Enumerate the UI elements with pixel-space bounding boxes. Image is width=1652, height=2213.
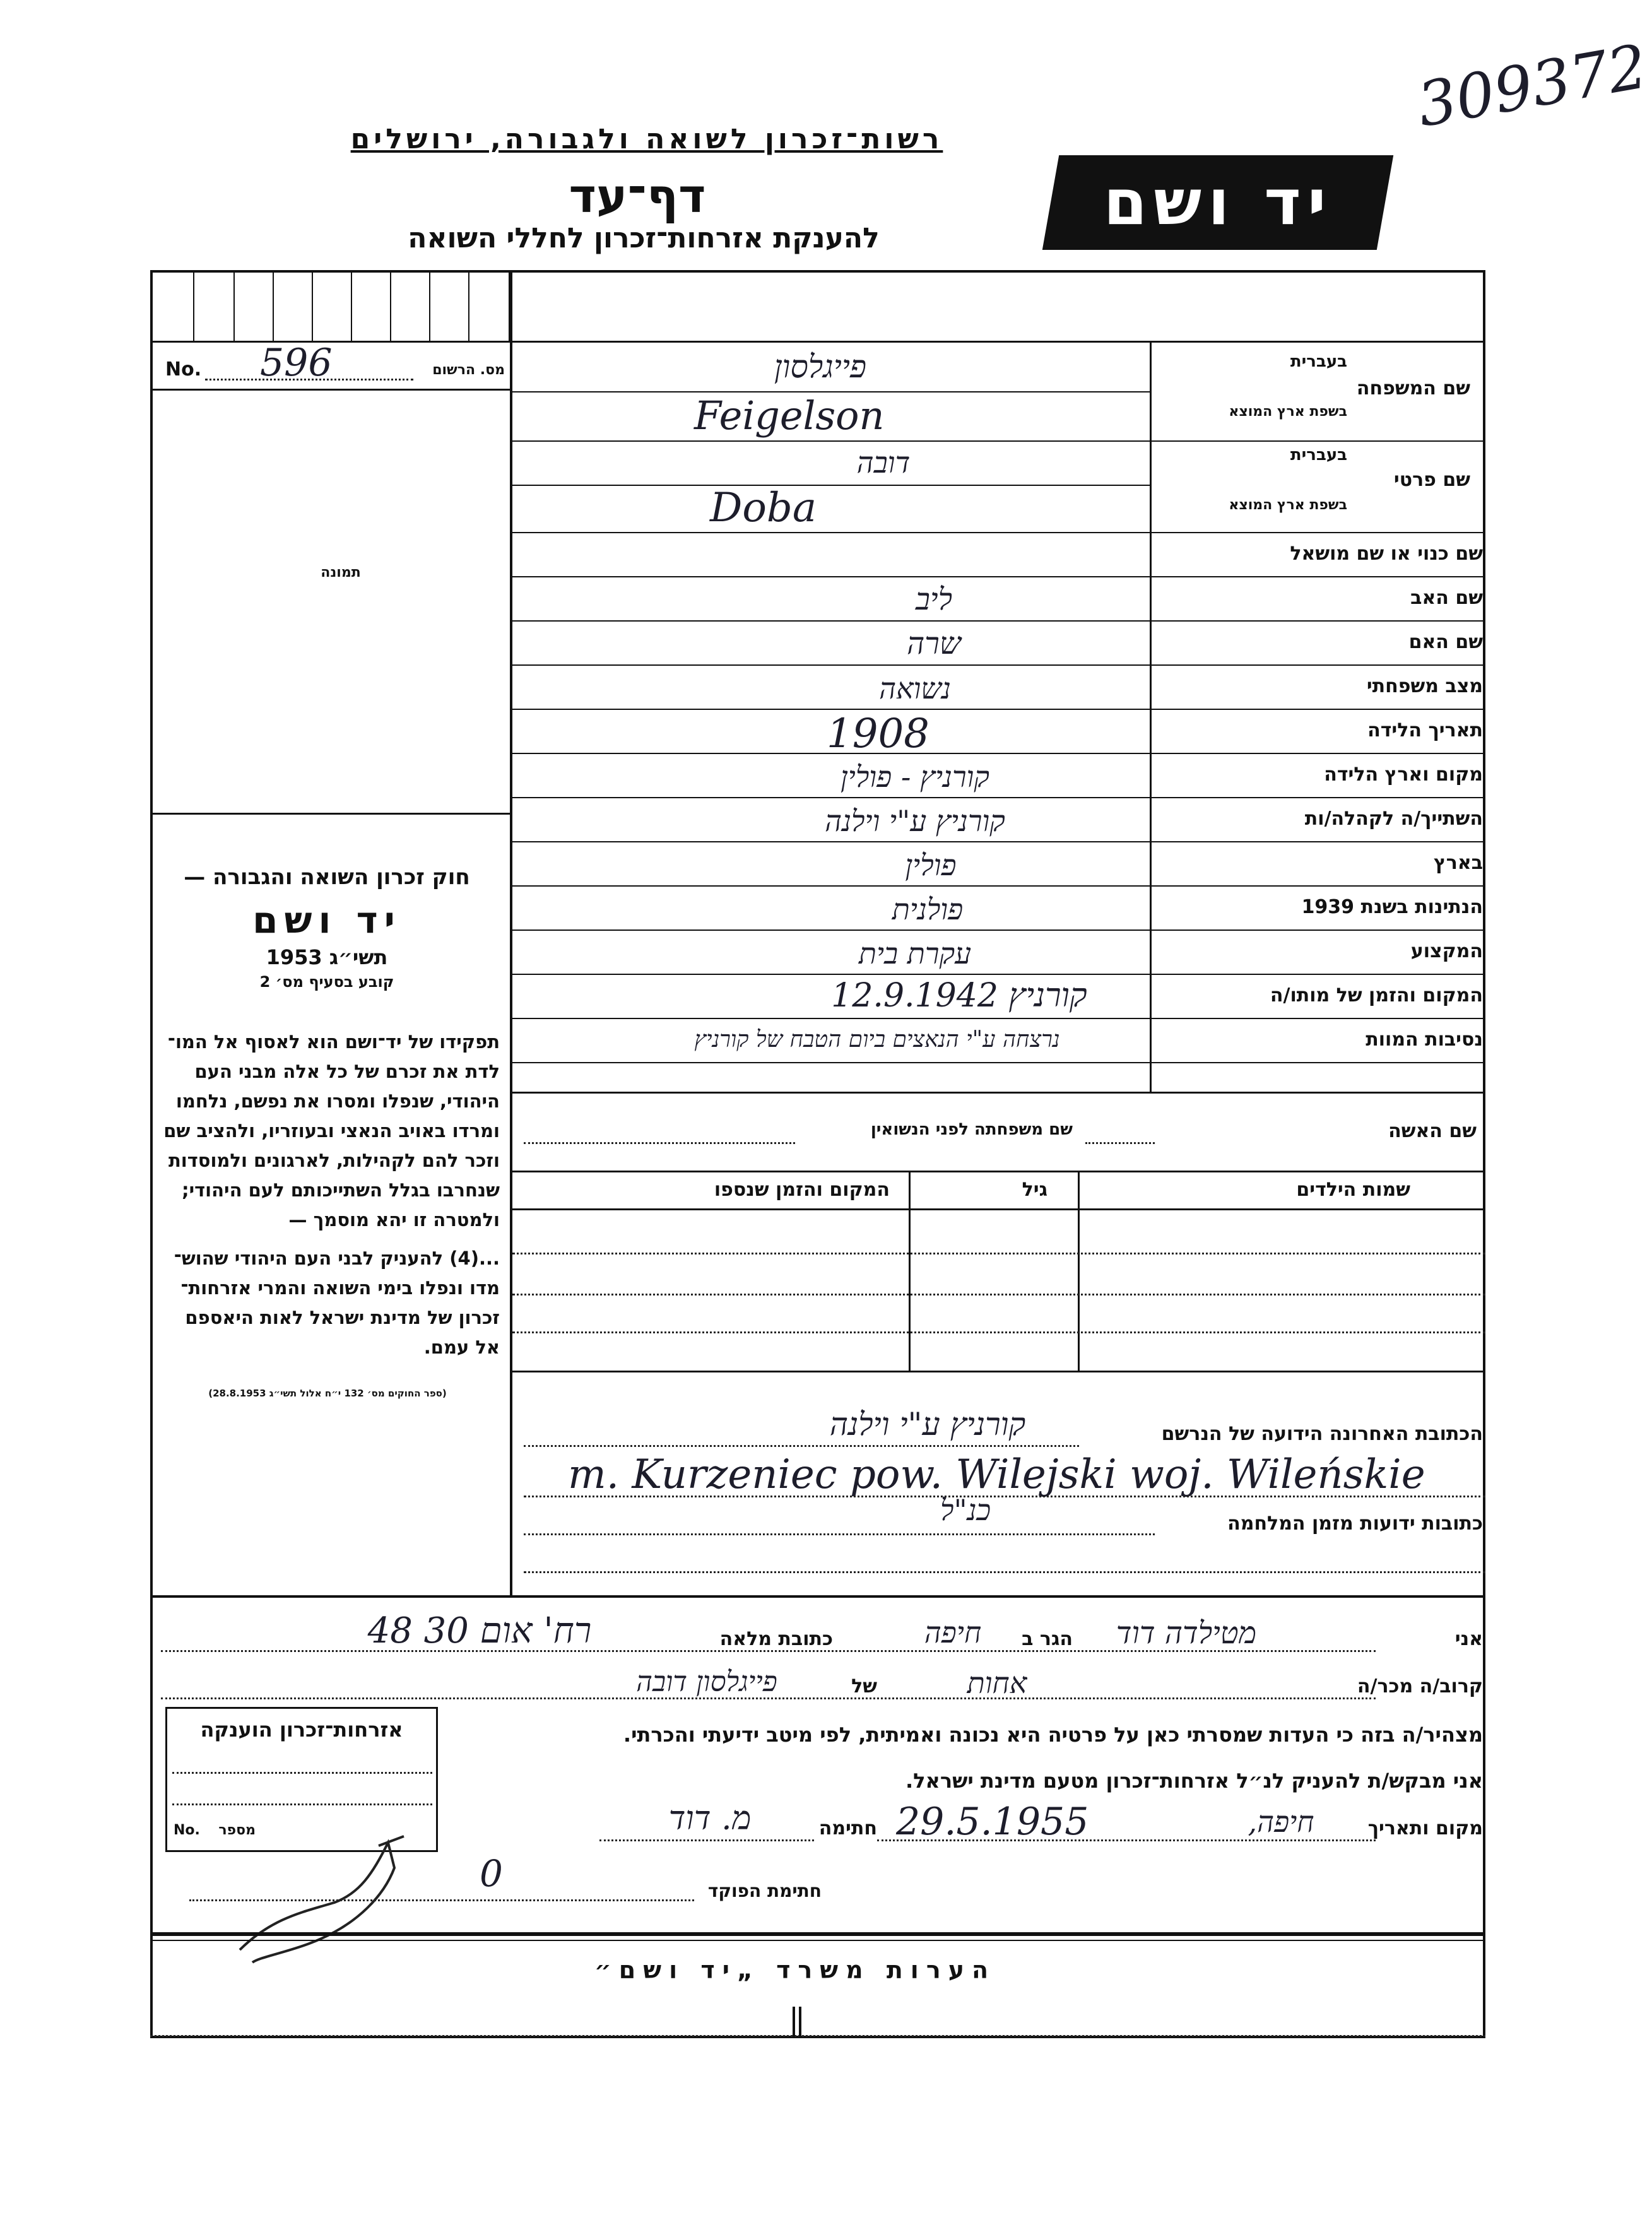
logo-text: יד ושם [1103, 165, 1333, 239]
law-text-line: ...(4) להעניק לבני העם היהודי שהוש־ [174, 1248, 500, 1269]
witness-declaration-text: מצהיר/ה בזה כי העדות שמסרתי כאן על פרטיה היא נכונה ואמיתית, לפי מיטב ידיעתי והכרתי. [623, 1723, 1483, 1747]
country-label: בארץ [1433, 852, 1483, 874]
officer-signature-scribble [233, 1817, 448, 1969]
certificate-no-label: No. [174, 1822, 200, 1838]
profession-label: המקצוע [1410, 940, 1483, 962]
law-text-line: ולמטרה זו יהא מוסמך — [288, 1209, 500, 1230]
children-names-header: שמות הילדים [1296, 1179, 1410, 1201]
law-text-line: מדו ונפלו בימי השואה והמרי אזרחות־ [180, 1277, 500, 1299]
photo-placeholder-label: תמונה [321, 565, 361, 581]
last-address-latin-value: m. Kurzeniec pow. Wilejski woj. Wileńskie [568, 1451, 1425, 1498]
certificate-box-title: אזרחות־זכרון הוענקה [200, 1718, 403, 1742]
last-address-value: קורניץ ע"י וילנה [829, 1406, 1026, 1443]
birth-place-value: קורניץ - פולין [841, 760, 989, 794]
law-text-line: היהודי, שנפלו ומסרו את נפשם, נלחמו [175, 1090, 500, 1112]
witness-city-value: חיפה [924, 1615, 982, 1649]
children-death-header: המקום והזמן שנספו [714, 1179, 890, 1201]
law-text-line: תפקידו של יד־ושם הוא לאסוף אל המו־ [167, 1031, 500, 1053]
firstname-latin-value: Doba [710, 485, 817, 531]
death-place-time-value: קורניץ 12.9.1942 [831, 977, 1087, 1015]
witness-name-value: מטילדה דוד [1116, 1615, 1257, 1651]
law-text-line: ומרדו באויב הנאצי ובעוזריו, ולהציב שם [163, 1120, 500, 1142]
form-subtitle: להענקת אזרחות־זכרון לחללי השואה [408, 222, 880, 254]
form-title: דף־עד [569, 169, 706, 223]
registration-number-label: מס. הרשום [432, 362, 505, 378]
date-value: 29.5.1955 [896, 1800, 1089, 1844]
witness-request-text: אני מבקש/ת להעניק לנ״ל אזרחות־זכרון מטעם מדינת ישראל. [906, 1769, 1483, 1793]
law-panel [154, 865, 500, 1005]
nationality-1939-label: הנתינות בשנת 1939 [1301, 896, 1483, 918]
surname-label: שם המשפחה [1356, 377, 1470, 399]
profession-value: עקרת בית [858, 936, 972, 971]
marital-status-label: מצב משפחתי [1366, 675, 1483, 697]
surname-hebrew-sublabel: בעברית [1290, 352, 1347, 371]
alias-label: שם כנוי או שם מושאל [1290, 543, 1483, 565]
witness-i-label: אני [1454, 1628, 1483, 1650]
birth-place-label: מקום וארץ הלידה [1324, 764, 1483, 786]
witness-of-label: של [851, 1675, 877, 1697]
witness-of-name-value: פייגלסון דובה [636, 1666, 777, 1698]
registration-no-label: No. [165, 358, 202, 381]
witness-full-address-label: כתובת מלאה [719, 1628, 833, 1650]
mother-name-value: שרה [907, 626, 961, 661]
spouse-maiden-name-label: שם משפחתה לפני הנשואין [870, 1120, 1073, 1139]
birth-date-value: 1908 [827, 711, 929, 757]
surname-origin-sublabel: בשפת ארץ המוצא [1229, 404, 1347, 420]
signature-label: חתימה [818, 1817, 877, 1839]
law-text-line: אל עמם. [423, 1337, 500, 1358]
surname-latin-value: Feigelson [694, 392, 885, 439]
law-text-line: שנחרבו בגלל השתייכותם לעם היהודי; [181, 1179, 500, 1201]
firstname-hebrew-value: דובה [856, 446, 911, 480]
death-place-time-label: המקום והזמן של מותו/ה [1270, 984, 1483, 1006]
certificate-number-label: מספר [218, 1822, 256, 1838]
community-value: קורניץ ע"י וילנה [825, 804, 1005, 838]
authority-title: רשות־זכרון לשואה ולגבורה, ירושלים [350, 123, 943, 155]
nationality-1939-value: פולנית [892, 892, 964, 926]
archive-number: 309372 [1412, 31, 1652, 141]
law-title: חוק זכרון השואה והגבורה — [184, 865, 470, 890]
witness-full-address-value: רח' אום 30 48 [367, 1610, 592, 1651]
witness-signature: מ. דוד [668, 1800, 752, 1838]
office-remarks-label: הערות משרד „יד ושם״ [594, 1956, 996, 1984]
wartime-address-label: כתובות ידועות מזמן המלחמה [1227, 1513, 1483, 1535]
birth-date-label: תאריך הלידה [1367, 719, 1483, 741]
law-citation: (ספר החוקים מס׳ 132 י״ח אלול תשי״ג 28.8.1953) [208, 1388, 447, 1399]
place-value: חיפה, [1248, 1805, 1314, 1839]
registration-number-value: 596 [260, 341, 333, 385]
witness-relation-value: אחות [967, 1666, 1027, 1700]
firstname-origin-sublabel: בשפת ארץ המוצא [1229, 497, 1347, 513]
witness-relation-label: קרוב/ה מכר/ה [1357, 1675, 1483, 1697]
firstname-hebrew-sublabel: בעברית [1290, 446, 1347, 464]
spouse-name-label: שם האשה [1388, 1120, 1477, 1142]
death-circumstances-value: נרצחה ע"י הנאצים ביום הטבח של קורניץ [694, 1027, 1060, 1053]
place-date-label: מקום ותאריך [1367, 1817, 1483, 1839]
wartime-address-value: כנ"ל [940, 1493, 991, 1527]
yad-vashem-logo [1042, 155, 1393, 250]
officer-signature-label: חתימת הפוקד [707, 1880, 822, 1901]
father-name-value: ליב [915, 582, 953, 617]
law-name: יד ושם [252, 899, 401, 941]
law-text-line: וזכר להם לקהילות, לארגונים ולמוסדות [168, 1150, 500, 1171]
law-text-line: זכרון של מדינת ישראל לאות היאספם [185, 1307, 500, 1328]
community-label: השתייך/ה לקהלה/ות [1304, 808, 1483, 830]
country-value: פולין [905, 848, 957, 882]
mother-name-label: שם האם [1408, 631, 1483, 653]
law-text [155, 1027, 500, 1400]
law-text-line: לדת את זכרם של כל אלה מבני העם [194, 1061, 500, 1082]
officer-mark: 0 [480, 1852, 503, 1895]
firstname-label: שם פרטי [1393, 469, 1470, 491]
witness-resides-label: הגר ב [1022, 1628, 1073, 1650]
father-name-label: שם האב [1410, 587, 1483, 609]
children-age-header: גיל [1022, 1179, 1047, 1201]
law-year: תשי״ג 1953 [266, 945, 388, 969]
death-circumstances-label: נסיבות המוות [1366, 1029, 1483, 1051]
last-address-label: הכתובת האחרונה הידועה של הנרשם [1161, 1423, 1483, 1445]
law-clause: קובע בסעיף מס׳ 2 [259, 973, 394, 991]
surname-hebrew-value: פייגלסון [774, 348, 867, 385]
marital-status-value: נשואה [879, 671, 951, 705]
